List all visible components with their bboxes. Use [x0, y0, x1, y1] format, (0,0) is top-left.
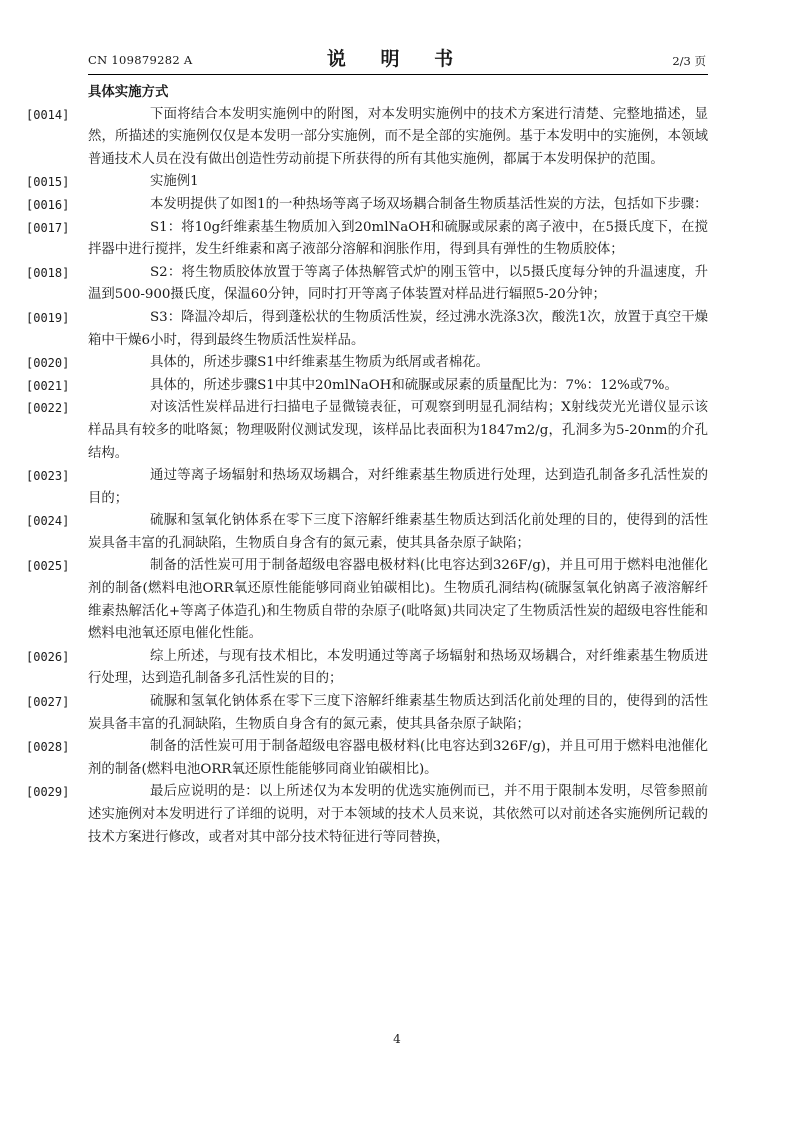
paragraph-text: 本发明提供了如图1的一种热场等离子场双场耦合制备生物质基活性炭的方法，包括如下步骤：: [150, 196, 708, 212]
header-divider: [88, 74, 708, 75]
paragraph: [26, 555, 708, 645]
paragraph-text: 具体的，所述步骤S1中其中20mlNaOH和硫脲或尿素的质量配比为：7%：12%或7%。: [150, 377, 678, 393]
paragraph-text: 通过等离子场辐射和热场双场耦合，对纤维素基生物质进行处理，达到造孔制备多孔活性炭的目的；: [88, 468, 708, 506]
paragraph: [26, 781, 708, 849]
paragraph-number: [0022]: [26, 401, 70, 416]
paragraph-number: [0027]: [26, 695, 70, 710]
paragraph-text: 制备的活性炭可用于制备超级电容器电极材料(比电容达到326F/g)，并且可用于燃料电池催化剂的制备(燃料电池ORR氧还原性能能够同商业铂碳相比)。生物质孔洞结构(硫脲氢氧化钠离子液溶解纤维素热解活化+等离子体造孔)和生物质自带的杂原子(吡咯氮)共同决定了生物质活性炭的超级电容性能和燃料电池氧还原电催化性能。: [88, 558, 708, 642]
section-heading: 具体实施方式: [88, 84, 169, 100]
paragraph-text: 实施例1: [150, 174, 199, 190]
paragraph: [26, 691, 708, 736]
paragraph: [26, 217, 708, 262]
paragraph-number: [0014]: [26, 107, 70, 122]
paragraph-number: [0020]: [26, 356, 70, 371]
paragraph: [26, 352, 708, 375]
paragraph-number: [0019]: [26, 310, 70, 325]
paragraph-text: S3：降温冷却后，得到蓬松状的生物质活性炭，经过沸水洗涤3次，酸洗1次，放置于真空干燥箱中干燥6小时，得到最终生物质活性炭样品。: [88, 309, 708, 348]
paragraph-text: 硫脲和氢氧化钠体系在零下三度下溶解纤维素基生物质达到活化前处理的目的，使得到的活性炭具备丰富的孔洞缺陷，生物质自身含有的氮元素，使其具备杂原子缺陷；: [88, 513, 708, 551]
paragraph: [26, 262, 708, 307]
patent-number: CN 109879282 A: [88, 53, 193, 67]
paragraph-number: [0023]: [26, 469, 70, 484]
paragraph-number: [0024]: [26, 514, 70, 529]
paragraph: [26, 194, 708, 217]
document-title: 说 明 书: [326, 48, 468, 70]
paragraph: [26, 465, 708, 510]
paragraph: [26, 171, 708, 194]
paragraph: [26, 646, 708, 691]
paragraph-number: [0016]: [26, 197, 70, 212]
page-indicator: 2/3 页: [672, 54, 706, 68]
paragraph-number: [0026]: [26, 649, 70, 664]
paragraph-text: 最后应说明的是：以上所述仅为本发明的优选实施例而已，并不用于限制本发明，尽管参照前述实施例对本发明进行了详细的说明，对于本领域的技术人员来说，其依然可以对前述各实施例所记载的技术方案进行修改，或者对其中部分技术特征进行等同替换，: [88, 784, 708, 845]
paragraph-text: 具体的，所述步骤S1中纤维素基生物质为纸屑或者棉花。: [150, 355, 490, 371]
paragraph-number: [0025]: [26, 559, 70, 574]
paragraph-number: [0028]: [26, 740, 70, 755]
paragraph: [26, 510, 708, 555]
paragraph: [26, 375, 708, 398]
paragraph-number: [0018]: [26, 265, 70, 280]
paragraph-number: [0029]: [26, 785, 70, 800]
paragraph: [26, 307, 708, 352]
paragraph-text: 制备的活性炭可用于制备超级电容器电极材料(比电容达到326F/g)，并且可用于燃料电池催化剂的制备(燃料电池ORR氧还原性能能够同商业铂碳相比)。: [88, 739, 708, 777]
paragraph-text: 综上所述，与现有技术相比，本发明通过等离子场辐射和热场双场耦合，对纤维素基生物质进行处理，达到造孔制备多孔活性炭的目的；: [88, 648, 708, 687]
paragraph: [26, 736, 708, 781]
paragraph-text: 硫脲和氢氧化钠体系在零下三度下溶解纤维素基生物质达到活化前处理的目的，使得到的活性炭具备丰富的孔洞缺陷，生物质自身含有的氮元素，使其具备杂原子缺陷；: [88, 694, 708, 732]
page-number: 4: [393, 1032, 401, 1046]
document-body: [26, 81, 708, 849]
paragraph-text: S1：将10g纤维素基生物质加入到20mlNaOH和硫脲或尿素的离子液中，在5摄氏度下，在搅拌器中进行搅拌，发生纤维素和离子液部分溶解和润胀作用，得到具有弹性的生物质胶体；: [88, 219, 708, 258]
paragraph-text: 下面将结合本发明实施例中的附图，对本发明实施例中的技术方案进行清楚、完整地描述，显然，所描述的实施例仅仅是本发明一部分实施例，而不是全部的实施例。基于本发明中的实施例，本领域普通技术人员在没有做出创造性劳动前提下所获得的所有其他实施例，都属于本发明保护的范围。: [88, 106, 708, 167]
paragraph: [26, 397, 708, 465]
paragraph-text: S2：将生物质胶体放置于等离子体热解管式炉的刚玉管中，以5摄氏度每分钟的升温速度，升温到500-900摄氏度，保温60分钟，同时打开等离子体装置对样品进行辐照5-20分钟；: [88, 264, 708, 303]
paragraph-number: [0017]: [26, 220, 70, 235]
paragraph-number: [0021]: [26, 378, 70, 393]
paragraph-text: 对该活性炭样品进行扫描电子显微镜表征，可观察到明显孔洞结构；X射线荧光光谱仪显示该样品具有较多的吡咯氮；物理吸附仪测试发现，该样品比表面积为1847m2/g，孔洞多为5-20nm的介孔结构。: [88, 400, 708, 461]
paragraph-number: [0015]: [26, 175, 70, 190]
paragraph: [26, 104, 708, 172]
